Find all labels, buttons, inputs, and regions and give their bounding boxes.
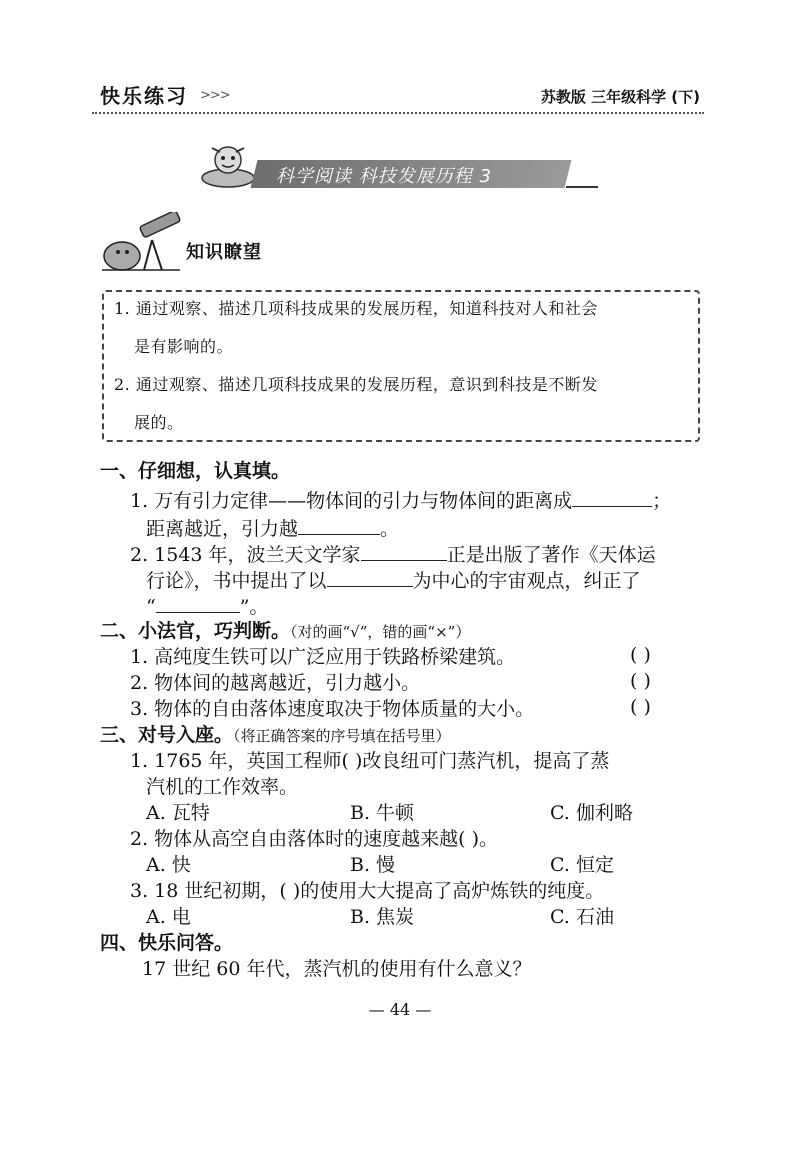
part3-heading: 三、对号入座。 [100,724,234,746]
part3-q1-line1: 1. 1765 年，英国工程师( )改良纽可门蒸汽机，提高了蒸 [130,750,610,772]
part2-heading-row [100,618,470,645]
part2-heading: 二、小法官，巧判断。 [100,620,291,642]
answer-blank[interactable] [327,566,413,587]
part1-q2-text-4: 为中心的宇宙观点，纠正了 [412,570,641,592]
page-header [92,76,704,112]
chevron-icon: >>> [200,88,230,103]
part3-note: （将正确答案的序号填在括号里） [233,727,451,745]
answer-parentheses[interactable]: ( ) [630,670,651,692]
answer-blank[interactable] [156,592,240,613]
cartoon-mascot-icon [198,140,258,190]
header-divider [92,112,704,114]
part1-q1-semicolon: ； [652,490,672,512]
banner-title: 科学阅读 科技发展历程 3 [276,166,492,187]
telescope-icon [100,212,184,274]
option-c[interactable]: C. 伽利略 [550,802,633,824]
part1-q2-line1 [130,540,656,568]
part1-q2-open-quote: “ [146,596,156,618]
part1-q2-line3 [146,592,268,620]
part1-q1-end: 。 [380,518,400,540]
option-b[interactable]: B. 牛顿 [350,802,415,824]
part1-q1-text-2: 距离越近，引力越 [146,518,299,540]
answer-parentheses[interactable]: ( ) [630,696,651,718]
option-c[interactable]: C. 石油 [550,906,614,928]
part4-heading: 四、快乐问答。 [100,932,234,954]
series-brand: 快乐练习 [100,84,188,108]
option-a[interactable]: A. 瓦特 [146,802,210,824]
part1-q1-text: 1. 万有引力定律——物体间的引力与物体间的距离成 [130,490,573,512]
part1-q1-line2 [146,514,399,542]
answer-parentheses[interactable]: ( ) [630,644,651,666]
page-number: — 44 — [368,1000,432,1019]
edition-label: 苏教版 三年级科学 (下) [540,88,700,106]
part1-q2-text-3: 行论》，书中提出了以 [146,570,327,592]
part1-q2-close-quote: ”。 [239,596,269,618]
section-title: 知识瞭望 [186,242,262,263]
part2-note: （对的画“√”，错的画“×”） [290,623,471,641]
objective-2-line-1: 2. 通过观察、描述几项科技成果的发展历程，意识到科技是不断发 [114,375,598,394]
answer-blank[interactable] [572,486,652,507]
objective-1-line-2: 是有影响的。 [134,337,234,356]
part3-q1-line2: 汽机的工作效率。 [146,776,299,798]
part3-heading-row [100,722,451,749]
part2-item-3: 3. 物体的自由落体速度取决于物体质量的大小。 [130,698,535,720]
part1-q2-text-2: 正是出版了著作《天体运 [446,544,656,566]
option-b[interactable]: B. 焦炭 [350,906,415,928]
option-a[interactable]: A. 快 [146,854,191,876]
part1-q1-line1 [130,486,671,514]
part2-item-1: 1. 高纯度生铁可以广泛应用于铁路桥梁建筑。 [130,646,516,668]
objective-2-line-2: 展的。 [134,413,184,432]
objective-1-line-1: 1. 通过观察、描述几项科技成果的发展历程，知道科技对人和社会 [114,299,598,318]
part3-q2-line1: 2. 物体从高空自由落体时的速度越来越( )。 [130,828,499,850]
part1-q2-text: 2. 1543 年，波兰天文学家 [130,544,361,566]
part4-question: 17 世纪 60 年代，蒸汽机的使用有什么意义？ [142,958,532,980]
part1-heading: 一、仔细想，认真填。 [100,460,291,482]
banner-underline [566,186,598,188]
part2-item-2: 2. 物体间的越离越近，引力越小。 [130,672,421,694]
part1-q2-line2 [146,566,641,594]
answer-blank[interactable] [298,514,380,535]
answer-blank[interactable] [361,540,447,561]
option-a[interactable]: A. 电 [146,906,191,928]
option-b[interactable]: B. 慢 [350,854,396,876]
option-c[interactable]: C. 恒定 [550,854,614,876]
part3-q3-line1: 3. 18 世纪初期，( )的使用大大提高了高炉炼铁的纯度。 [130,880,605,902]
